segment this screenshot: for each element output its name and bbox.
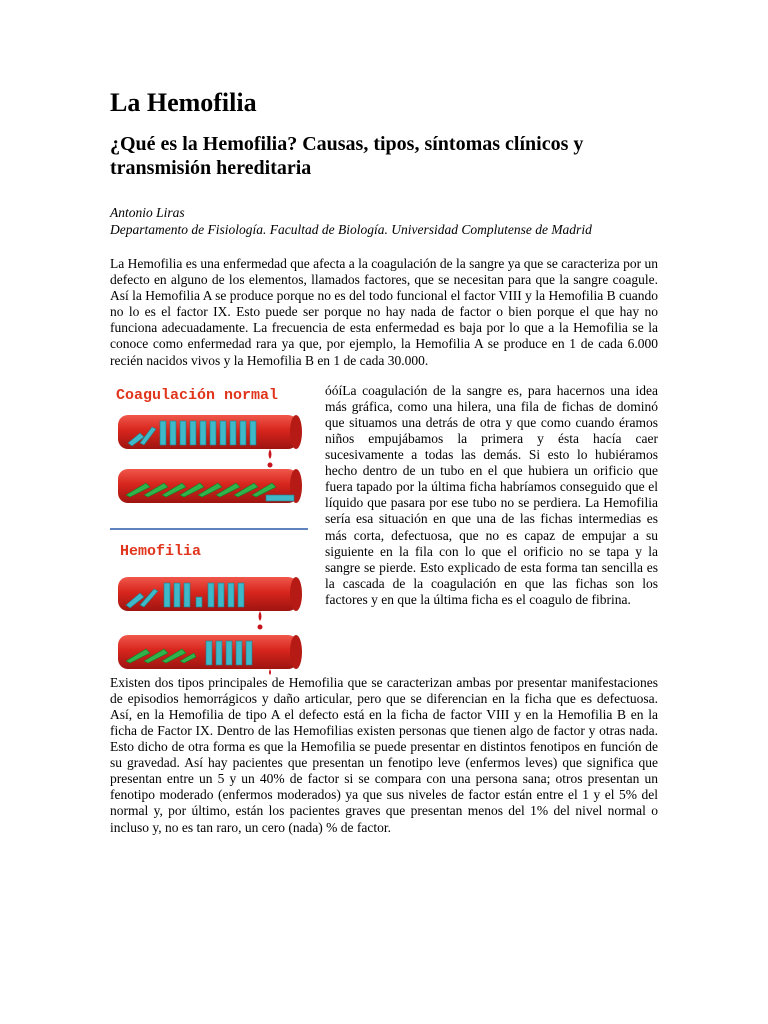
domino-explanation: [325, 383, 658, 608]
label-hemofilia: Hemofilia: [120, 542, 202, 560]
page-subtitle: ¿Qué es la Hemofilia? Causas, tipos, síntomas clínicos y transmisión hereditaria: [110, 133, 584, 179]
intro-paragraph: La Hemofilia es una enfermedad que afecta a la coagulación de la sangre ya que se caracteriza por un defecto en alguno de los elementos, llamados factores, que se necesitan para que la sangre coagule. Así la Hemofilia A se produce porque no es del todo funcional el factor VIII y la Hemofilia B cuando no lo es el factor IX. Esto puede ser porque no hay nada de factor o bien porque el que hay no funciona adecuadamente. La frecuencia de esta enfermedad es baja por lo que a la Hemofilia se la conoce como enfermedad rara ya que, por ejemplo, la Hemofilia A se produce en 1 de cada 6.000 recién nacidos vivos y la Hemofilia B en 1 de cada 30.000.: [110, 256, 658, 368]
tube-hemofilia-fallen: [118, 635, 302, 675]
document-page: [110, 86, 658, 836]
types-paragraph: Existen dos tipos principales de Hemofilia que se caracterizan ambas por presentar manifestaciones de episodios hemorrágicos y daño articular, pero que se diferencian en la ficha que es defectuosa. Así, en la Hemofilia de tipo A el defecto está en la ficha de factor VIII y en la Hemofilia B en la ficha de Factor IX. Dentro de las Hemofilias existen personas que tienen algo de factor y otras nada. Esto dicho de otra forma es que la Hemofilia se puede presentar en distintos fenotipos en función de su gravedad. Así hay pacientes que presentan un fenotipo leve (enfermos leves) que significa que presentan entre un 5 y un 40% de factor si se compara con una persona sana; otros presentan un fenotipo moderado (enfermos moderados) ya que sus niveles de factor están entre el 1 y el 5% del normal y, por último, están los pacientes graves que presentan menos del 1% del nivel normal o incluso y, no es tan raro, un cero (nada) % de factor.: [110, 674, 658, 835]
tube-normal-standing: [118, 415, 302, 468]
author-affiliation: Departamento de Fisiología. Facultad de Biología. Universidad Complutense de Madrid: [110, 222, 592, 237]
author-block: [110, 204, 658, 238]
author-name: Antonio Liras: [110, 205, 185, 220]
page-title: La Hemofilia: [110, 88, 257, 117]
coagulation-figure: [110, 383, 308, 675]
label-normal: Coagulación normal: [116, 386, 279, 404]
domino-paragraph: óóíLa coagulación de la sangre es, para hacernos una idea más gráfica, como una hilera, una fila de fichas de dominó que situamos una detrás de otra y que como cuando éramos niños empujábamos la primera y ésta hacía caer sucesivamente a todas las demás. Si esto lo hubiéramos hecho dentro de un tubo en el que hubiera un orificio que fuera tapado por la última ficha habríamos conseguido que el líquido que pasara por ese tubo no se perdiera. La Hemofilia sería esa situación en que una de las fichas intermedias es más corta, defectuosa, que no es capaz de empujar a su siguiente en la fila con lo que el orificio no se tapa y la sangre se pierde. Esto explicado de esta forma tan sencilla es la cascada de la coagulación en que las fichas son los factores y en que la última ficha es el coagulo de fibrina.: [325, 382, 658, 607]
tube-normal-fallen: [118, 469, 302, 503]
figure-row: [110, 383, 658, 675]
tube-hemofilia-standing: [118, 577, 302, 630]
